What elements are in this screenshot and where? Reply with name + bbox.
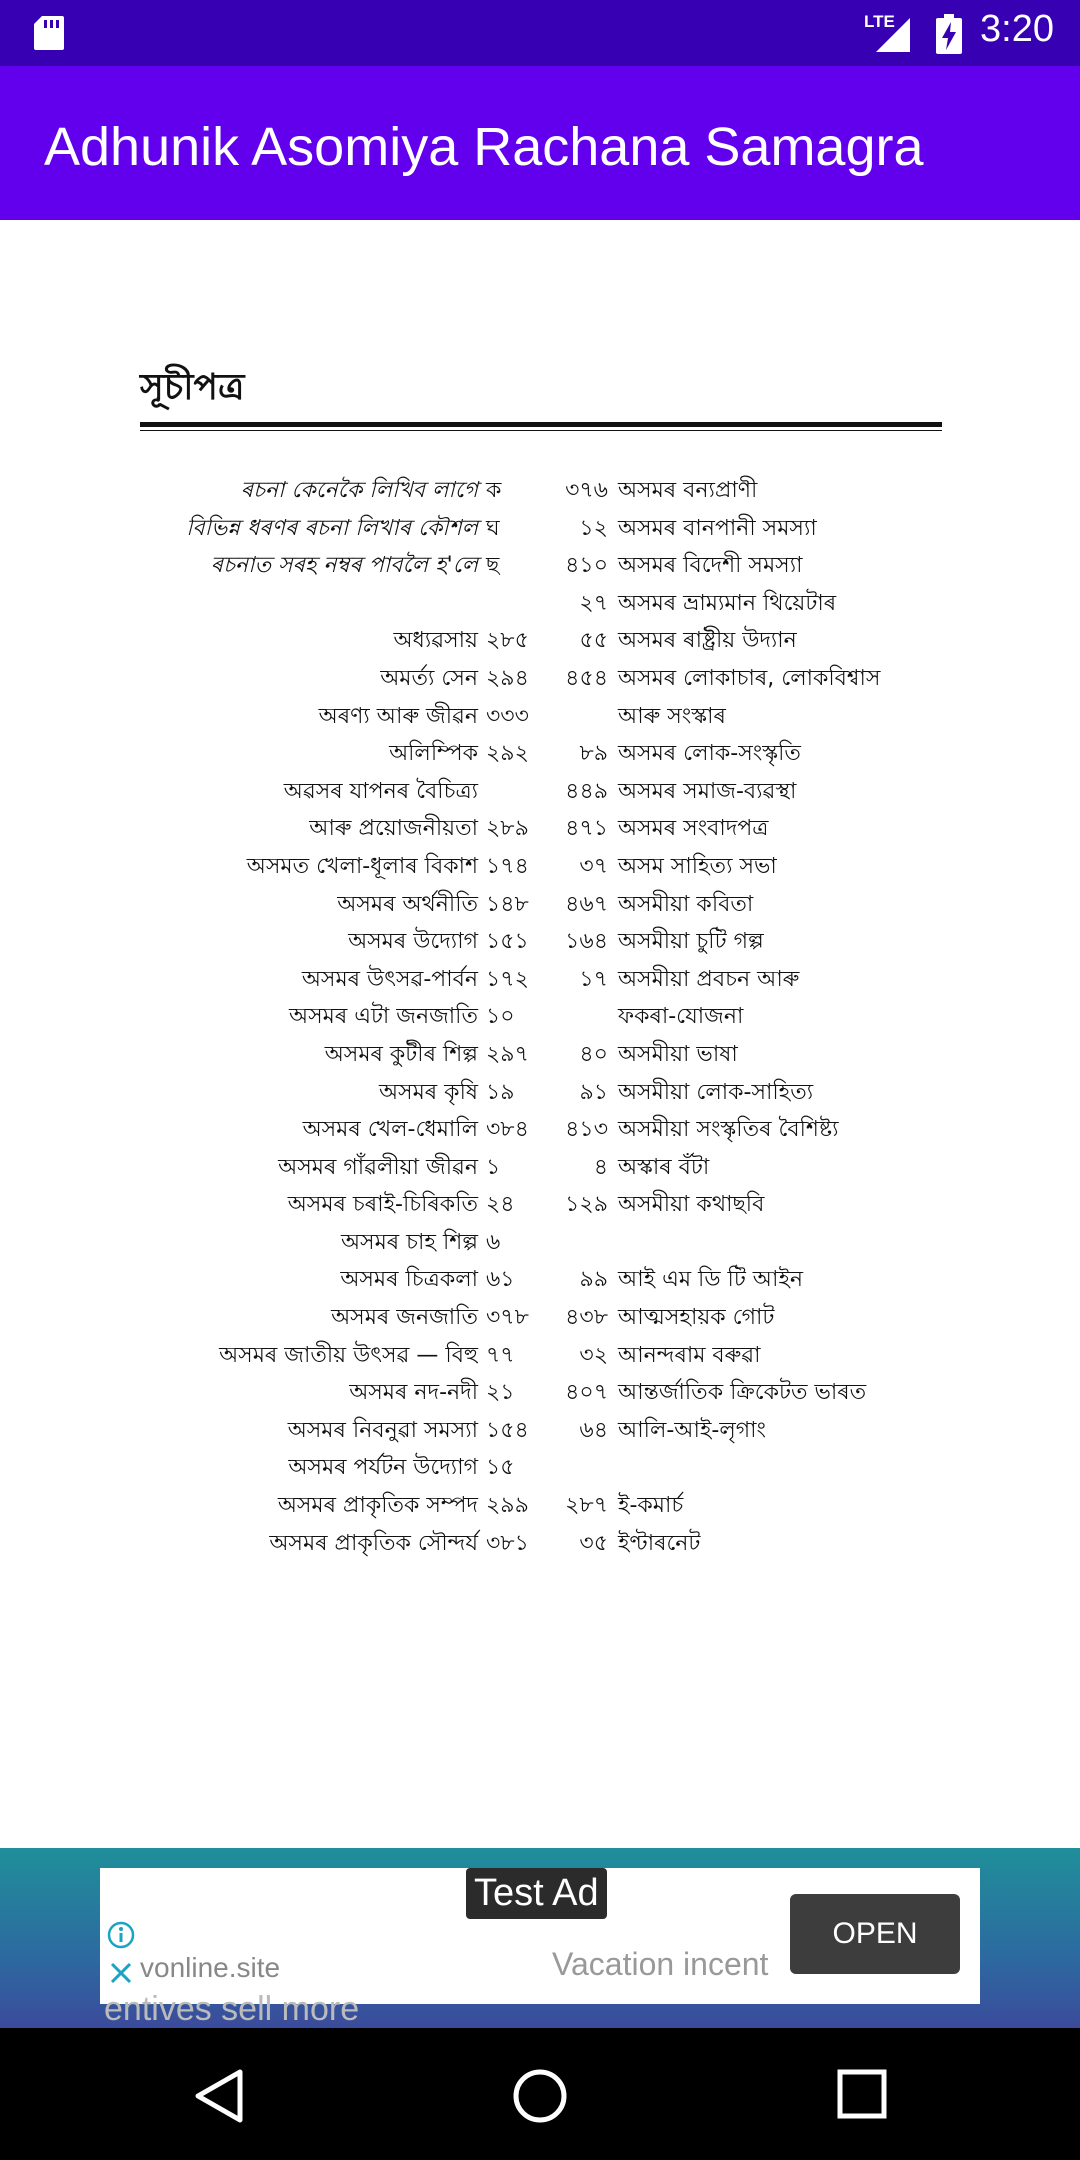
toc-entry-title: অসমৰ গাঁৱলীয়া জীৱন bbox=[278, 1154, 478, 1180]
toc-entry-page: ২৮৭ bbox=[565, 1493, 608, 1519]
toc-entry bbox=[150, 998, 542, 1036]
toc-entry-page: ১৭২ bbox=[486, 966, 529, 992]
toc-entry-title: অসমীয়া কথাছবি bbox=[618, 1192, 765, 1218]
toc-entry-page: ৪৪৯ bbox=[565, 778, 608, 804]
toc-entry-title: অসমৰ জাতীয় উৎসৱ — বিহু bbox=[219, 1342, 478, 1368]
toc-entry-page: ২৮৯ bbox=[486, 816, 529, 842]
toc-entry-page: ৬১ bbox=[486, 1267, 515, 1293]
ad-card[interactable] bbox=[100, 1868, 980, 2028]
toc-entry-page: ১৫৪ bbox=[486, 1417, 529, 1443]
toc-entry-page: ৩৩৩ bbox=[486, 703, 529, 729]
toc-entry bbox=[552, 547, 992, 585]
app-title: Adhunik Asomiya Rachana Samagra bbox=[44, 117, 924, 177]
toc-entry bbox=[150, 848, 542, 886]
toc-entry bbox=[150, 585, 542, 623]
toc-entry-page: ১৬৪ bbox=[565, 929, 608, 955]
toc-entry bbox=[552, 698, 992, 736]
toc-entry-title: অসমীয়া প্ৰবচন আৰু bbox=[618, 966, 800, 992]
toc-entry-page: ২১ bbox=[486, 1380, 515, 1406]
toc-entry-title: অসমীয়া সংস্কৃতিৰ বৈশিষ্ট্য bbox=[618, 1117, 839, 1143]
open-button[interactable]: OPEN bbox=[790, 1894, 960, 1974]
toc-entry bbox=[552, 622, 992, 660]
toc-entry-page: ১২ bbox=[579, 515, 608, 541]
toc-entry-page bbox=[552, 998, 618, 1036]
toc-entry-page: ১৫ bbox=[486, 1455, 515, 1481]
toc-entry-title: আৰু প্ৰয়োজনীয়তা bbox=[309, 816, 478, 842]
toc-entry-page: ১০ bbox=[486, 1004, 515, 1030]
sd-card-icon bbox=[32, 14, 66, 52]
toc-entry-title: আত্মসহায়ক গোট bbox=[618, 1305, 775, 1331]
toc-entry-page: ২৭ bbox=[579, 590, 608, 616]
home-icon[interactable] bbox=[508, 2064, 572, 2128]
toc-heading: সূচীপত্ৰ bbox=[140, 366, 245, 408]
toc-entry bbox=[150, 1337, 542, 1375]
toc-entry-page: ৪০ bbox=[579, 1041, 608, 1067]
toc-entry-page bbox=[552, 698, 618, 736]
toc-entry-page: ১৯ bbox=[486, 1079, 515, 1105]
toc-entry bbox=[552, 1111, 992, 1149]
toc-entry bbox=[552, 1299, 992, 1337]
toc-entry-page: ২৯২ bbox=[486, 741, 529, 767]
toc-entry bbox=[150, 1374, 542, 1412]
toc-entry-title: অসমৰ কুটীৰ শিল্প bbox=[324, 1041, 478, 1067]
toc-entry-page: ২৯৪ bbox=[486, 665, 529, 691]
toc-entry-title bbox=[618, 1449, 992, 1487]
page-viewer[interactable] bbox=[0, 220, 1080, 1848]
divider bbox=[140, 430, 942, 431]
toc-entry bbox=[552, 1412, 992, 1450]
toc-entry-title: অসমৰ চৰাই-চিৰিকতি bbox=[287, 1192, 478, 1218]
toc-entry-title: অসমৰ বন্যপ্ৰাণী bbox=[618, 478, 758, 503]
ad-domain[interactable]: vonline.site bbox=[140, 1952, 281, 1983]
toc-entry-page: ৬ bbox=[486, 1229, 501, 1255]
toc-entry-title: অসমৰ লোক-সংস্কৃতি bbox=[618, 741, 801, 767]
toc-entry bbox=[552, 848, 992, 886]
toc-entry-title: বিভিন্ন ধৰণৰ ৰচনা লিখাৰ কৌশল bbox=[186, 515, 478, 541]
toc-entry-title: অসমৰ অৰ্থনীতি bbox=[337, 891, 478, 917]
toc-entry bbox=[552, 1149, 992, 1187]
toc-entry-page: ২৮৫ bbox=[486, 628, 529, 654]
ad-text[interactable]: Vacation incent bbox=[552, 1946, 769, 1982]
toc-entry-title: অসমৰ চাহ শিল্প bbox=[340, 1229, 478, 1255]
toc-entry-page: ৪৩৮ bbox=[565, 1305, 608, 1331]
toc-entry-title: অসম সাহিত্য সভা bbox=[618, 853, 777, 879]
toc-entry bbox=[150, 810, 542, 848]
toc-entry-page: ৩৫ bbox=[579, 1530, 608, 1556]
ad-headline[interactable]: entives sell more bbox=[104, 1990, 360, 2028]
toc-entry-page: ৪ bbox=[593, 1154, 608, 1180]
toc-entry-page: ৪১৩ bbox=[565, 1117, 608, 1143]
toc-entry-title: অসমৰ বিদেশী সমস্যা bbox=[618, 553, 803, 579]
toc-entry bbox=[150, 1186, 542, 1224]
toc-entry-title: অসমৰ নদ-নদী bbox=[349, 1380, 478, 1406]
toc-entry-title: আলি-আই-লৃগাং bbox=[618, 1417, 766, 1443]
toc-entry-page: ২৯৯ bbox=[486, 1493, 529, 1519]
toc-entry-page: ৯১ bbox=[579, 1079, 608, 1105]
toc-entry bbox=[552, 1525, 992, 1563]
toc-entry-page: ৭৭ bbox=[486, 1342, 515, 1368]
toc-entry-title: অসমীয়া চুটি গল্প bbox=[618, 929, 764, 955]
toc-entry bbox=[552, 1449, 992, 1487]
toc-entry bbox=[150, 547, 542, 585]
toc-entry bbox=[552, 1224, 992, 1262]
toc-entry-page: ১ bbox=[486, 1154, 501, 1180]
toc-entry-page: ১৫১ bbox=[486, 929, 529, 955]
toc-entry-title bbox=[618, 1224, 992, 1262]
toc-entry bbox=[552, 585, 992, 623]
toc-entry bbox=[150, 1525, 542, 1563]
ad-banner[interactable] bbox=[0, 1848, 1080, 2028]
toc-entry-title: অসমীয়া ভাষা bbox=[618, 1041, 738, 1067]
toc-entry bbox=[552, 961, 992, 999]
toc-entry-title: অসমৰ কৃষি bbox=[379, 1079, 478, 1105]
toc-entry-page: ৩৭৮ bbox=[486, 1305, 529, 1331]
toc-entry bbox=[150, 510, 542, 548]
toc-entry-title: অধ্যৱসায় bbox=[393, 628, 478, 654]
toc-entry-title: অসমৰ উদ্যোগ bbox=[348, 929, 478, 955]
toc-entry bbox=[150, 1149, 542, 1187]
toc-entry-page: ২৪ bbox=[486, 1192, 515, 1218]
toc-entry-title: অৱসৰ যাপনৰ বৈচিত্ৰ্য bbox=[283, 778, 478, 804]
toc-entry bbox=[150, 961, 542, 999]
toc-entry bbox=[552, 1261, 992, 1299]
toc-entry bbox=[552, 472, 992, 510]
toc-entry-page: ১২৯ bbox=[565, 1192, 608, 1218]
toc-entry bbox=[150, 1449, 542, 1487]
close-icon[interactable] bbox=[108, 1960, 134, 1986]
toc-entry-title: অসমৰ ৰাষ্ট্ৰীয় উদ্যান bbox=[618, 628, 797, 654]
toc-entry-title: অসমৰ সংবাদপত্ৰ bbox=[618, 816, 769, 842]
toc-entry-title: অসমৰ জনজাতি bbox=[331, 1305, 478, 1331]
toc-entry-title: ৰচনা কেনেকৈ লিখিব লাগে bbox=[240, 478, 478, 503]
toc-entry-title: অসমৰ খেল-ধেমালি bbox=[302, 1117, 478, 1143]
status-bar bbox=[0, 0, 1080, 66]
toc-entry-page: ৯৯ bbox=[579, 1267, 608, 1293]
toc-entry-page: ১৭৪ bbox=[486, 853, 529, 879]
info-icon[interactable] bbox=[106, 1920, 136, 1950]
toc-entry-title: আৰু সংস্কাৰ bbox=[618, 703, 726, 729]
toc-entry-title: অলিম্পিক bbox=[389, 741, 478, 767]
toc-entry bbox=[150, 622, 542, 660]
toc-entry-page: ৩৭৬ bbox=[565, 478, 608, 503]
recents-icon[interactable] bbox=[836, 2068, 888, 2120]
toc-entry bbox=[552, 660, 992, 698]
toc-entry-page: ১৭ bbox=[579, 966, 608, 992]
toc-entry bbox=[552, 1487, 992, 1525]
battery-charging-icon bbox=[936, 14, 962, 54]
toc-entry-title: অসমৰ সমাজ-ব্যৱস্থা bbox=[618, 778, 797, 804]
toc-entry-page bbox=[486, 585, 542, 623]
toc-entry-title: অসমৰ প্ৰাকৃতিক সৌন্দৰ্য bbox=[269, 1530, 478, 1556]
toc-entry-page: ২৯৭ bbox=[486, 1041, 529, 1067]
toc-entry bbox=[552, 886, 992, 924]
toc-entry-title: অসমৰ নিবনুৱা সমস্যা bbox=[287, 1417, 478, 1443]
toc-entry-title: অমৰ্ত্য সেন bbox=[380, 665, 478, 691]
toc-entry-title: অসমত খেলা-ধূলাৰ বিকাশ bbox=[246, 853, 478, 879]
toc-entry-page: ৩২ bbox=[579, 1342, 608, 1368]
toc-entry-title: আনন্দৰাম বৰুৱা bbox=[618, 1342, 761, 1368]
toc-entry-page: ৮৯ bbox=[579, 741, 608, 767]
toc-entry-page: ৪৫৪ bbox=[565, 665, 608, 691]
toc-entry bbox=[150, 1111, 542, 1149]
test-ad-label: Test Ad bbox=[466, 1868, 607, 1919]
toc-entry bbox=[150, 1412, 542, 1450]
toc-entry-title: অসমৰ লোকাচাৰ, লোকবিশ্বাস bbox=[618, 665, 881, 691]
toc-entry bbox=[150, 735, 542, 773]
toc-entry-page: ক bbox=[486, 478, 502, 503]
toc-entry bbox=[150, 472, 542, 510]
back-icon[interactable] bbox=[190, 2066, 250, 2126]
toc-entry-page: ৩৮৪ bbox=[486, 1117, 529, 1143]
app-bar bbox=[0, 66, 1080, 220]
network-type: LTE bbox=[864, 12, 895, 31]
toc-entry bbox=[150, 886, 542, 924]
toc-entry bbox=[150, 923, 542, 961]
toc-entry-title: অস্কাৰ বঁটা bbox=[618, 1154, 710, 1180]
toc-entry-page: ৩৮১ bbox=[486, 1530, 529, 1556]
toc-entry bbox=[150, 660, 542, 698]
toc-entry bbox=[552, 1186, 992, 1224]
toc-entry bbox=[552, 998, 992, 1036]
toc-entry-page bbox=[486, 773, 542, 811]
toc-entry bbox=[150, 1299, 542, 1337]
toc-right-column bbox=[552, 472, 992, 1562]
toc-entry-page: ৪১০ bbox=[565, 553, 608, 579]
toc-entry-title: ইণ্টাৰনেট bbox=[618, 1530, 701, 1556]
toc-entry bbox=[552, 1036, 992, 1074]
toc-entry bbox=[150, 1261, 542, 1299]
toc-entry-title: অসমৰ ভ্ৰাম্যমান থিয়েটাৰ bbox=[618, 590, 837, 616]
toc-entry bbox=[552, 810, 992, 848]
toc-entry bbox=[552, 1374, 992, 1412]
toc-left-column bbox=[150, 472, 542, 1562]
toc-entry-page: ঘ bbox=[486, 515, 500, 541]
toc-entry-page: ৫৫ bbox=[579, 628, 608, 654]
toc-entry bbox=[552, 1074, 992, 1112]
toc-entry-title: অসমৰ এটা জনজাতি bbox=[289, 1004, 478, 1030]
toc-entry bbox=[552, 510, 992, 548]
toc-entry bbox=[552, 1337, 992, 1375]
signal-icon bbox=[872, 14, 912, 54]
toc-entry bbox=[552, 735, 992, 773]
toc-entry bbox=[150, 1224, 542, 1262]
toc-entry-page: ৪৬৭ bbox=[565, 891, 608, 917]
toc-entry-title: ৰচনাত সৰহ নম্বৰ পাবলৈ হ'লে bbox=[210, 553, 478, 579]
toc-entry-title: অসমৰ পৰ্যটন উদ্যোগ bbox=[288, 1455, 478, 1481]
toc-entry bbox=[150, 1487, 542, 1525]
toc-entry-title bbox=[150, 585, 486, 623]
toc-entry bbox=[150, 1036, 542, 1074]
toc-entry bbox=[150, 773, 542, 811]
toc-entry-title: অসমৰ বানপানী সমস্যা bbox=[618, 515, 817, 541]
toc-entry-title: অসমীয়া কবিতা bbox=[618, 891, 754, 917]
toc-entry-title: অসমৰ উৎসৱ-পাৰ্বন bbox=[301, 966, 478, 992]
toc-entry bbox=[150, 1074, 542, 1112]
toc-entry-title: অসমৰ প্ৰাকৃতিক সম্পদ bbox=[277, 1493, 478, 1519]
toc-entry-title: অসমৰ চিত্ৰকলা bbox=[340, 1267, 478, 1293]
toc-entry-page: ৬৪ bbox=[579, 1417, 608, 1443]
toc-entry-title: ই-কমাৰ্চ bbox=[618, 1493, 684, 1519]
toc-entry-page: ৪০৭ bbox=[565, 1380, 608, 1406]
toc-entry-page: ছ bbox=[486, 553, 500, 579]
toc-entry bbox=[552, 773, 992, 811]
toc-entry-title: ফকৰা-যোজনা bbox=[618, 1004, 744, 1030]
divider bbox=[140, 422, 942, 427]
toc-entry-page: ৩৭ bbox=[579, 853, 608, 879]
toc-entry-page bbox=[552, 1224, 618, 1262]
navigation-bar bbox=[0, 2028, 1080, 2160]
toc-entry-title: অৰণ্য আৰু জীৱন bbox=[318, 703, 478, 729]
toc-entry bbox=[150, 698, 542, 736]
toc-entry-title: আন্তৰ্জাতিক ক্ৰিকেটত ভাৰত bbox=[618, 1380, 867, 1406]
toc-entry-title: অসমীয়া লোক-সাহিত্য bbox=[618, 1079, 814, 1105]
clock: 3:20 bbox=[980, 8, 1054, 50]
toc-entry-page bbox=[552, 1449, 618, 1487]
toc-entry-page: ১৪৮ bbox=[486, 891, 529, 917]
toc-entry-page: ৪৭১ bbox=[565, 816, 608, 842]
toc-entry bbox=[552, 923, 992, 961]
toc-entry-title: আই এম ডি টি আইন bbox=[618, 1267, 804, 1293]
